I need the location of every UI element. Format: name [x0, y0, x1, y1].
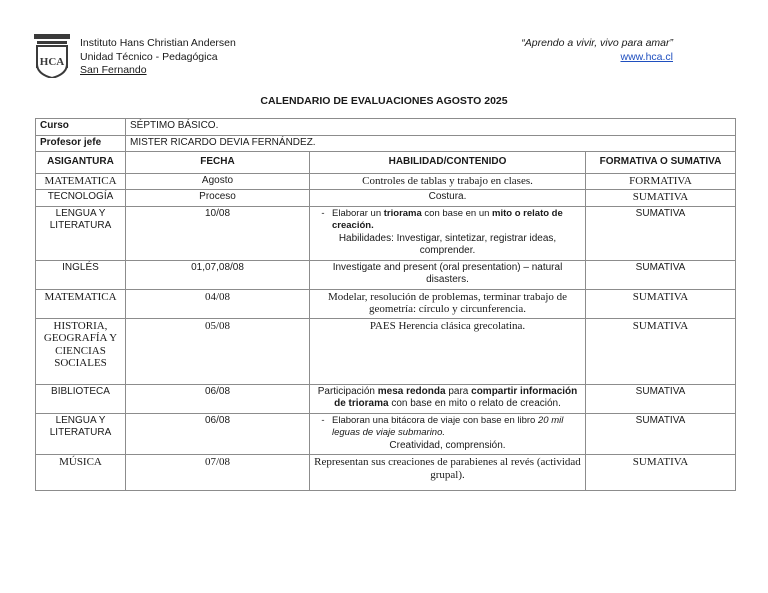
date-cell: 10/08 [126, 206, 310, 260]
type-cell: SUMATIVA [586, 455, 736, 491]
content-cell: Modelar, resolución de problemas, terminar trabajo de geometría: círculo y circunferencia. [310, 289, 586, 318]
subject-cell: INGLÉS [36, 260, 126, 289]
column-header: ASIGANTURA [36, 152, 126, 174]
institution-logo [34, 34, 70, 78]
bullet-text: Elaborar un triorama con base en un mito o relato de creación. [332, 207, 563, 231]
subject-cell: TECNOLOGÍA [36, 190, 126, 207]
content-cell: Costura. [310, 190, 586, 207]
subject-cell: LENGUA Y LITERATURA [36, 206, 126, 260]
bullet-dash-icon: - [321, 414, 325, 426]
logo-letters: HCA [39, 56, 65, 68]
date-cell: 04/08 [126, 289, 310, 318]
city-name: San Fernando [80, 64, 147, 76]
website-link[interactable]: www.hca.cl [620, 50, 673, 63]
table-row [36, 173, 736, 190]
content-cell: Investigate and present (oral presentation) – natural disasters. [310, 260, 586, 289]
header-right [521, 37, 673, 64]
subject-cell: MATEMATICA [36, 289, 126, 318]
subject-cell: BIBLIOTECA [36, 384, 126, 413]
date-cell: 06/08 [126, 413, 310, 455]
type-cell: FORMATIVA [586, 173, 736, 190]
course-row [36, 119, 736, 136]
type-cell: SUMATIVA [586, 413, 736, 455]
content-cell: Controles de tablas y trabajo en clases. [310, 173, 586, 190]
motto: “Aprendo a vivir, vivo para amar” [521, 37, 673, 49]
table-row [36, 289, 736, 318]
type-cell: SUMATIVA [586, 289, 736, 318]
date-cell: 07/08 [126, 455, 310, 491]
course-label: Curso [36, 119, 126, 136]
evaluation-calendar-table [35, 118, 736, 491]
institution-name: Instituto Hans Christian Andersen [80, 37, 236, 49]
type-cell: SUMATIVA [586, 190, 736, 207]
type-cell: SUMATIVA [586, 318, 736, 384]
date-cell: Proceso [126, 190, 310, 207]
subject-cell: MATEMATICA [36, 173, 126, 190]
column-header: FECHA [126, 152, 310, 174]
table-row [36, 413, 736, 455]
subject-cell: HISTORIA, GEOGRAFÍA Y CIENCIAS SOCIALES [36, 318, 126, 384]
table-row [36, 455, 736, 491]
type-cell: SUMATIVA [586, 260, 736, 289]
teacher-row [36, 135, 736, 152]
subject-cell: LENGUA Y LITERATURA [36, 413, 126, 455]
document-title: CALENDARIO DE EVALUACIONES AGOSTO 2025 [260, 95, 508, 107]
content-cell: Participación mesa redonda para compartir información de triorama con base en mito o relato de creación. [310, 384, 586, 413]
skills-text: Creatividad, comprensión. [389, 439, 506, 451]
table-row [36, 190, 736, 207]
subject-cell: MÚSICA [36, 455, 126, 491]
bullet-dash-icon: - [321, 207, 325, 219]
type-cell: SUMATIVA [586, 206, 736, 260]
date-cell: 06/08 [126, 384, 310, 413]
table-row [36, 318, 736, 384]
content-cell: PAES Herencia clásica grecolatina. [310, 318, 586, 384]
teacher-label: Profesor jefe [36, 135, 126, 152]
type-cell: SUMATIVA [586, 384, 736, 413]
header-left [80, 37, 236, 78]
teacher-value: MISTER RICARDO DEVIA FERNÁNDEZ. [126, 135, 736, 152]
bullet-item [314, 208, 581, 233]
column-header: HABILIDAD/CONTENIDO [310, 152, 586, 174]
bullet-item [314, 415, 581, 440]
table-row [36, 206, 736, 260]
course-value: SÉPTIMO BÁSICO. [126, 119, 736, 136]
header-row [36, 152, 736, 174]
content-cell: Representan sus creaciones de parabienes al revés (actividad grupal). [310, 455, 586, 491]
date-cell: Agosto [126, 173, 310, 190]
unit-name: Unidad Técnico - Pedagógica [80, 50, 218, 63]
column-header: FORMATIVA O SUMATIVA [586, 152, 736, 174]
table-row [36, 384, 736, 413]
content-cell [310, 206, 586, 260]
skills-text: Habilidades: Investigar, sintetizar, registrar ideas, comprender. [338, 232, 557, 256]
bullet-text: Elaboran una bitácora de viaje con base en libro 20 mil leguas de viaje submarino. [332, 414, 564, 438]
date-cell: 05/08 [126, 318, 310, 384]
date-cell: 01,07,08/08 [126, 260, 310, 289]
content-cell [310, 413, 586, 455]
table-row [36, 260, 736, 289]
